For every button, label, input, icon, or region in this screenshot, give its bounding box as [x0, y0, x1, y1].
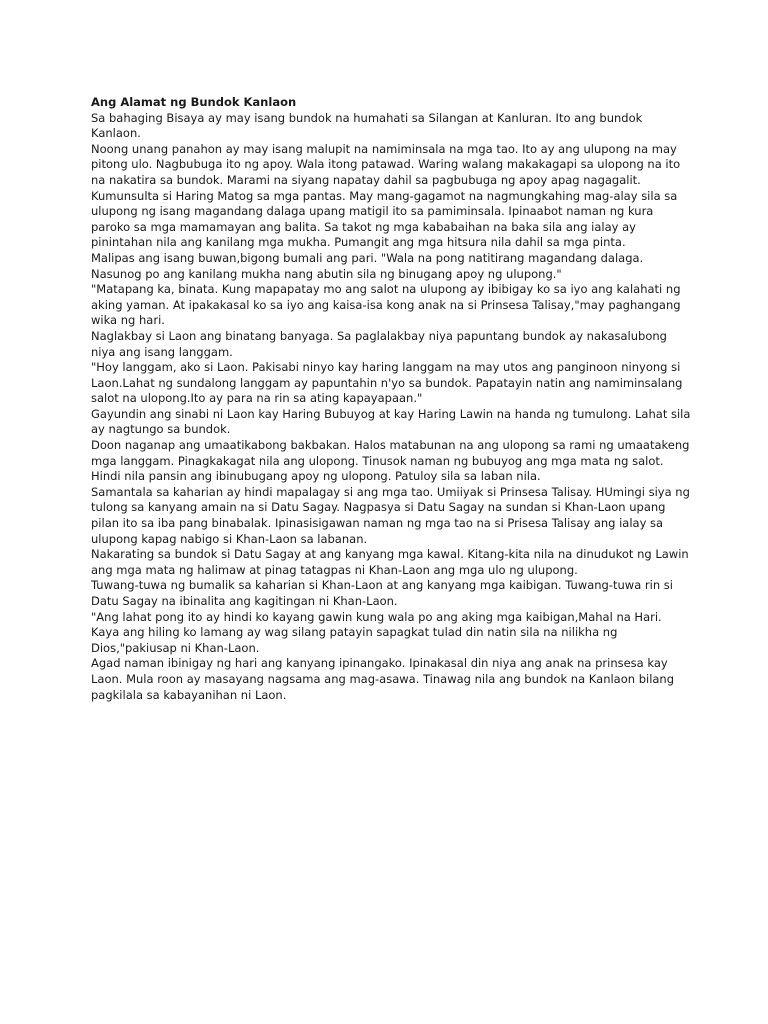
paragraph-12: Tuwang-tuwa ng bumalik sa kaharian si Khan-Laon at ang kanyang mga kaibigan. Tuwang-tuwa rin si Datu Sagay na ibinalita ang kagitingan ni Khan-Laon. [91, 578, 673, 608]
paragraph-10: Samantala sa kaharian ay hindi mapalagay si ang mga tao. Umiiyak si Prinsesa Talisay. HUmingi siya ng tulong sa kanyang amain na si Datu Sagay. Nagpasya si Datu Sagay na sundan si Khan-Laon upang pilan ito sa iba pang binabalak. Ipinasisigawan naman ng mga tao na si Prisesa Talisay ang ialay sa ulupong kapag nabigo si Khan-Laon sa labanan. [91, 484, 690, 546]
paragraph-6: Naglakbay si Laon ang binatang banyaga. Sa paglalakbay niya papuntang bundok ay nakasalubong niya ang isang langgam. [91, 328, 667, 359]
paragraph-2: Noong unang panahon ay may isang malupit na namiminsala na mga tao. Ito ay ang ulupong na may pitong ulo. Nagbubuga ito ng apoy. Wala itong patawad. Waring walang makakagapi sa ulopong na ito na nakatira sa bundok. Marami na siyang napatay dahil sa pagbubuga ng apoy apag nagagalit. [91, 141, 681, 187]
paragraph-8: Gayundin ang sinabi ni Laon kay Haring Bubuyog at kay Haring Lawin na handa ng tumulong. Lahat sila ay nagtungo sa bundok. [91, 406, 691, 437]
document-title: Ang Alamat ng Bundok Kanlaon [91, 95, 297, 109]
paragraph-7: "Hoy langgam, ako si Laon. Pakisabi ninyo kay haring langgam na may utos ang panginoon ninyong si Laon.Lahat ng sundalong langgam ay papuntahin n'yo sa bundok. Papatayin natin ang namiminsalang salot na ulopong.Ito ay para na rin sa ating kapayapaan." [91, 360, 683, 406]
paragraph-3: Kumunsulta si Haring Matog sa mga pantas. May mang-gagamot na nagmungkahing mag-alay sila sa ulupong ng isang magandang dalaga upang matigil ito sa pamiminsala. Ipinaabot naman ng kura paroko sa mga mamamayan ang balita. Sa takot ng mga kababaihan na baka sila ang ialay ay pinintahan nila ang kanilang mga mukha. Pumangit ang mga hitsura nila dahil sa mga pinta. [91, 188, 678, 250]
paragraph-9: Doon naganap ang umaatikabong bakbakan. Halos matabunan na ang ulopong sa rami ng umaatakeng mga langgam. Pinagkakagat nila ang ulopong. Tinusok naman ng bubuyog ang mga mata ng salot. Hindi nila pansin ang ibinubugang apoy ng ulopong. Patuloy sila sa laban nila. [91, 438, 690, 484]
paragraph-11: Nakarating sa bundok si Datu Sagay at ang kanyang mga kawal. Kitang-kita nila na dinudukot ng Lawin ang mga mata ng halimaw at pinag tatagpas ni Khan-Laon ang mga ulo ng ulupong. [91, 547, 689, 577]
paragraph-1: Sa bahaging Bisaya ay may isang bundok na humahati sa Silangan at Kanluran. Ito ang bundok Kanlaon. [91, 110, 643, 141]
paragraph-5: "Matapang ka, binata. Kung mapapatay mo ang salot na ulupong ay ibibigay ko sa iyo ang kalahati ng aking yaman. At ipakakasal ko sa iyo ang kaisa-isa kong anak na si Prinsesa Talisay,"may paghangang wika ng hari. [91, 282, 681, 328]
document-page [91, 95, 691, 703]
paragraph-13: "Ang lahat pong ito ay hindi ko kayang gawin kung wala po ang aking mga kaibigan,Mahal na Hari. Kaya ang hiling ko lamang ay wag silang patayin sapagkat tulad din natin sila na nilikha ng Dios,"pakiusap ni Khan-Laon. [91, 609, 662, 655]
paragraph-4: Malipas ang isang buwan,bigong bumali ang pari. "Wala na pong natitirang magandang dalaga. Nasunog po ang kanilang mukha nang abutin sila ng binugang apoy ng ulupong." [91, 250, 644, 281]
paragraph-14: Agad naman ibinigay ng hari ang kanyang ipinangako. Ipinakasal din niya ang anak na prinsesa kay Laon. Mula roon ay masayang nagsama ang mag-asawa. Tinawag nila ang bundok na Kanlaon bilang pagkilala sa kabayanihan ni Laon. [91, 656, 675, 702]
